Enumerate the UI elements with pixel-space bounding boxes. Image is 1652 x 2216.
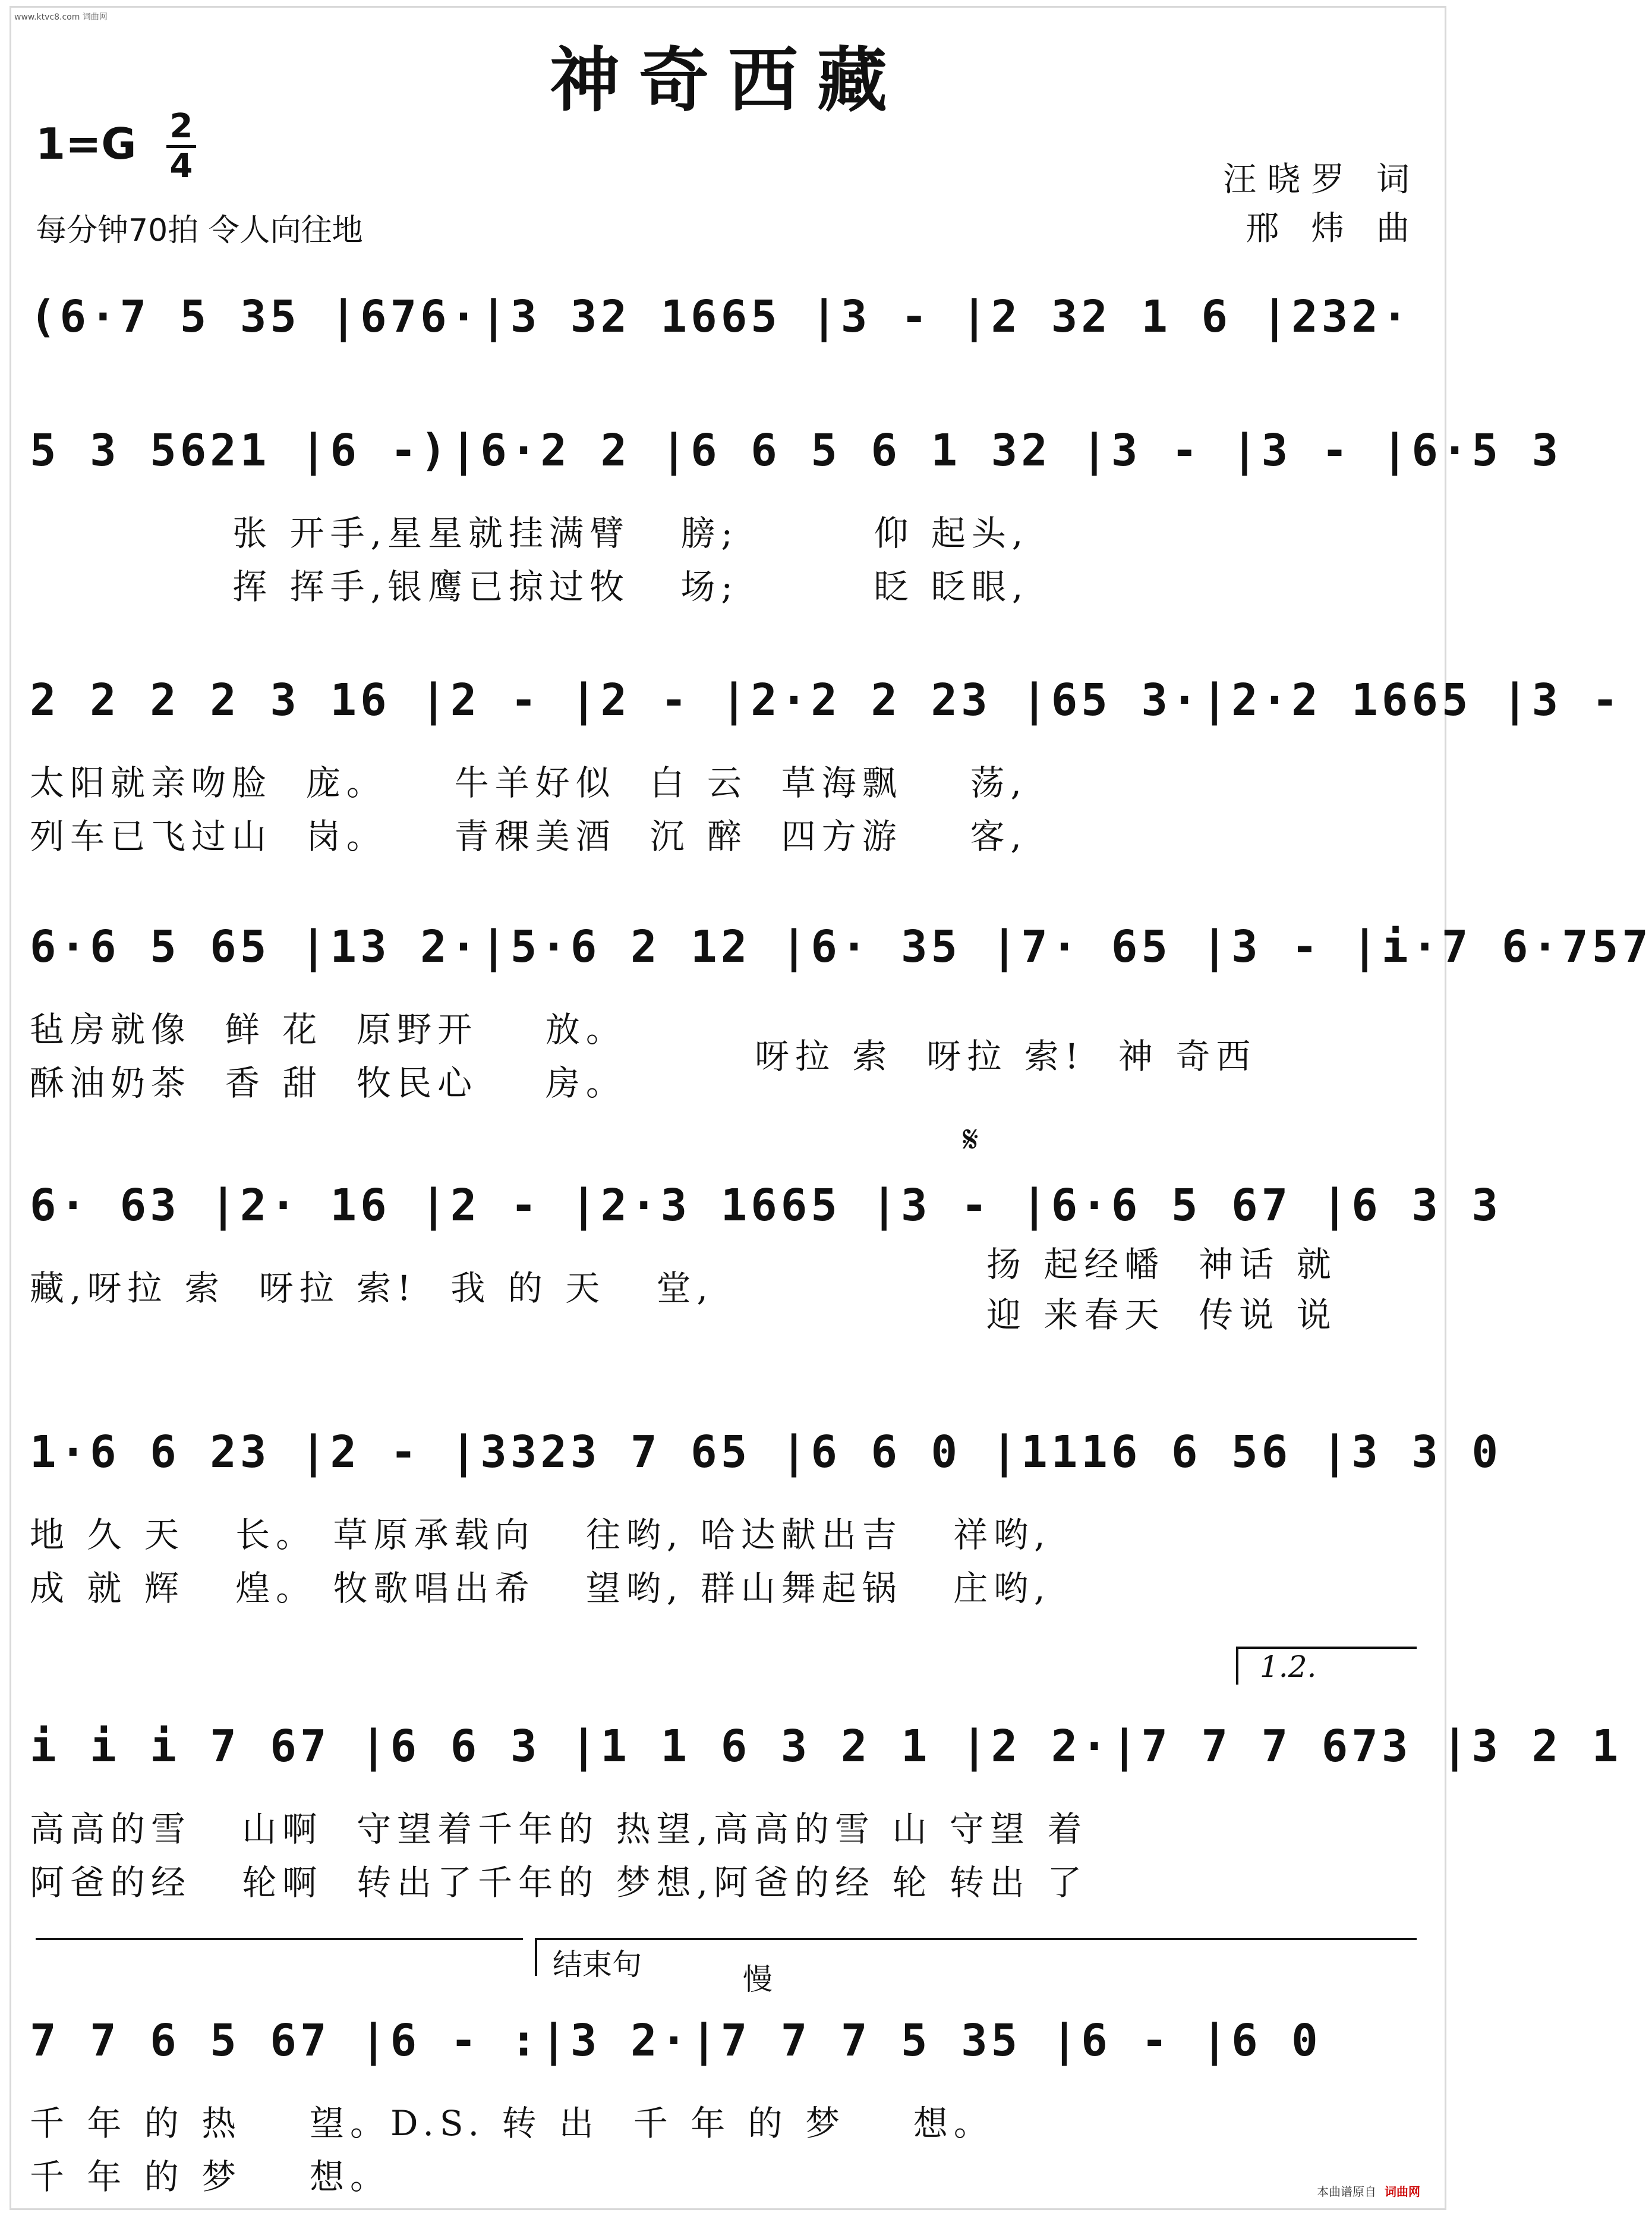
verse3-line-2: 迎 来春天 传说 说 (986, 1295, 1337, 1335)
ending-label: 1.2. (1260, 1650, 1317, 1684)
lyric-verse-1: 太阳就亲吻脸 庞。 牛羊好似 白 云 草海飘 荡, (30, 763, 1027, 803)
score-line-1 (30, 291, 1426, 363)
lyric-verse-2: 挥 挥手,银鹰已掠过牧 场; 眨 眨眼, (30, 566, 1029, 607)
tempo-marking: 每分钟70拍 令人向往地 (36, 213, 363, 248)
site-watermark: www.ktvc8.com 词曲网 (14, 12, 108, 22)
notation-row: 6· 63 |2· 16 |2 - |2·3 1665 |3 - |6·6 5 67 |6 3 3 (30, 1180, 1502, 1231)
lyric-verse-2: 列车已飞过山 岗。 青稞美酒 沉 醉 四方游 客, (30, 816, 1027, 857)
lyricist-credit: 汪晓罗 词 (1223, 160, 1420, 199)
lyric-verse-1: 高高的雪 山啊 守望着千年的 热望,高高的雪 山 守望 着 (30, 1809, 1088, 1849)
notation-row: 5 3 5621 |6 -)|6·2 2 |6 6 5 6 1 32 |3 - |3 - |6·5 3 (30, 425, 1562, 476)
time-signature (166, 107, 196, 185)
coda-bracket (535, 1938, 1417, 1976)
notation-row: 2 2 2 2 3 16 |2 - |2 - |2·2 2 23 |65 3·|2·2 1665 |3 - (30, 675, 1622, 726)
tempo-slow-marking: 慢 (743, 1962, 773, 1997)
key-signature: 1=G (36, 119, 137, 169)
lyric-verse-2: 成 就 辉 煌。 牧歌唱出希 望哟, 群山舞起锅 庄哟, (30, 1568, 1051, 1609)
segno-sign: 𝄋 (963, 1118, 979, 1161)
score-line-5 (30, 1180, 1502, 1358)
lyric-verse-1: 地 久 天 长。 草原承载向 往哟, 哈达献出吉 祥哟, (30, 1515, 1051, 1555)
score-line-2 (30, 425, 1562, 607)
footer-left: 本曲谱原自 (1317, 2184, 1376, 2199)
notation-row: (6·7 5 35 |676·|3 32 1665 |3 - |2 32 1 6 |232· (30, 291, 1412, 342)
notation-row: i i i 7 67 |6 6 3 |1 1 6 3 2 1 |2 2·|7 7 7 673 |3 2 1 (30, 1721, 1622, 1772)
score-line-4 (30, 921, 1652, 1103)
notation-row: 7 7 6 5 67 |6 - :|3 2·|7 7 7 5 35 |6 - |6 0 (30, 2015, 1322, 2066)
score-line-7 (30, 1721, 1622, 1903)
notation-row: 6·6 5 65 |13 2·|5·6 2 12 |6· 35 |7· 65 |3 - |i·7 6·757 (30, 921, 1652, 972)
lyric-verse-1: 张 开手,星星就挂满臂 膀; 仰 起头, (30, 513, 1029, 553)
verse3-line-1: 扬 起经幡 神话 就 (986, 1244, 1337, 1285)
song-title: 神奇西藏 (549, 39, 906, 121)
yalasuo-lyric: 呀拉 索 呀拉 索! 神 奇西 (755, 1036, 1257, 1076)
lyric-verse-1: 千 年 的 热 望。D.S. 转 出 千 年 的 梦 想。 (30, 2103, 994, 2143)
lyric-verse-2: 千 年 的 梦 想。 (30, 2157, 391, 2197)
ending-line-left (36, 1938, 523, 1976)
score-line-3 (30, 675, 1622, 857)
lyric-verse-2: 酥油奶茶 香 甜 牧民心 房。 (30, 1063, 626, 1103)
notation-row: 1·6 6 23 |2 - |3323 7 65 |6 6 0 |1116 6 56 |3 3 0 (30, 1427, 1502, 1478)
footer-credit (1317, 2182, 1420, 2199)
lyric-verse-1: 毡房就像 鲜 花 原野开 放。 (30, 1009, 626, 1050)
coda-label: 结束句 (553, 1947, 642, 1982)
score-line-8 (30, 2015, 1426, 2197)
lyric-verse-1: 藏,呀拉 索 呀拉 索! 我 的 天 堂, (30, 1268, 714, 1308)
composer-credit: 邢 炜 曲 (1246, 209, 1420, 248)
score-line-6 (30, 1427, 1502, 1609)
meter-top: 2 (169, 107, 193, 146)
meter-bottom: 4 (169, 147, 193, 185)
footer-right: 词曲网 (1385, 2184, 1420, 2199)
lyric-verse-2: 阿爸的经 轮啊 转出了千年的 梦想,阿爸的经 轮 转出 了 (30, 1862, 1088, 1903)
